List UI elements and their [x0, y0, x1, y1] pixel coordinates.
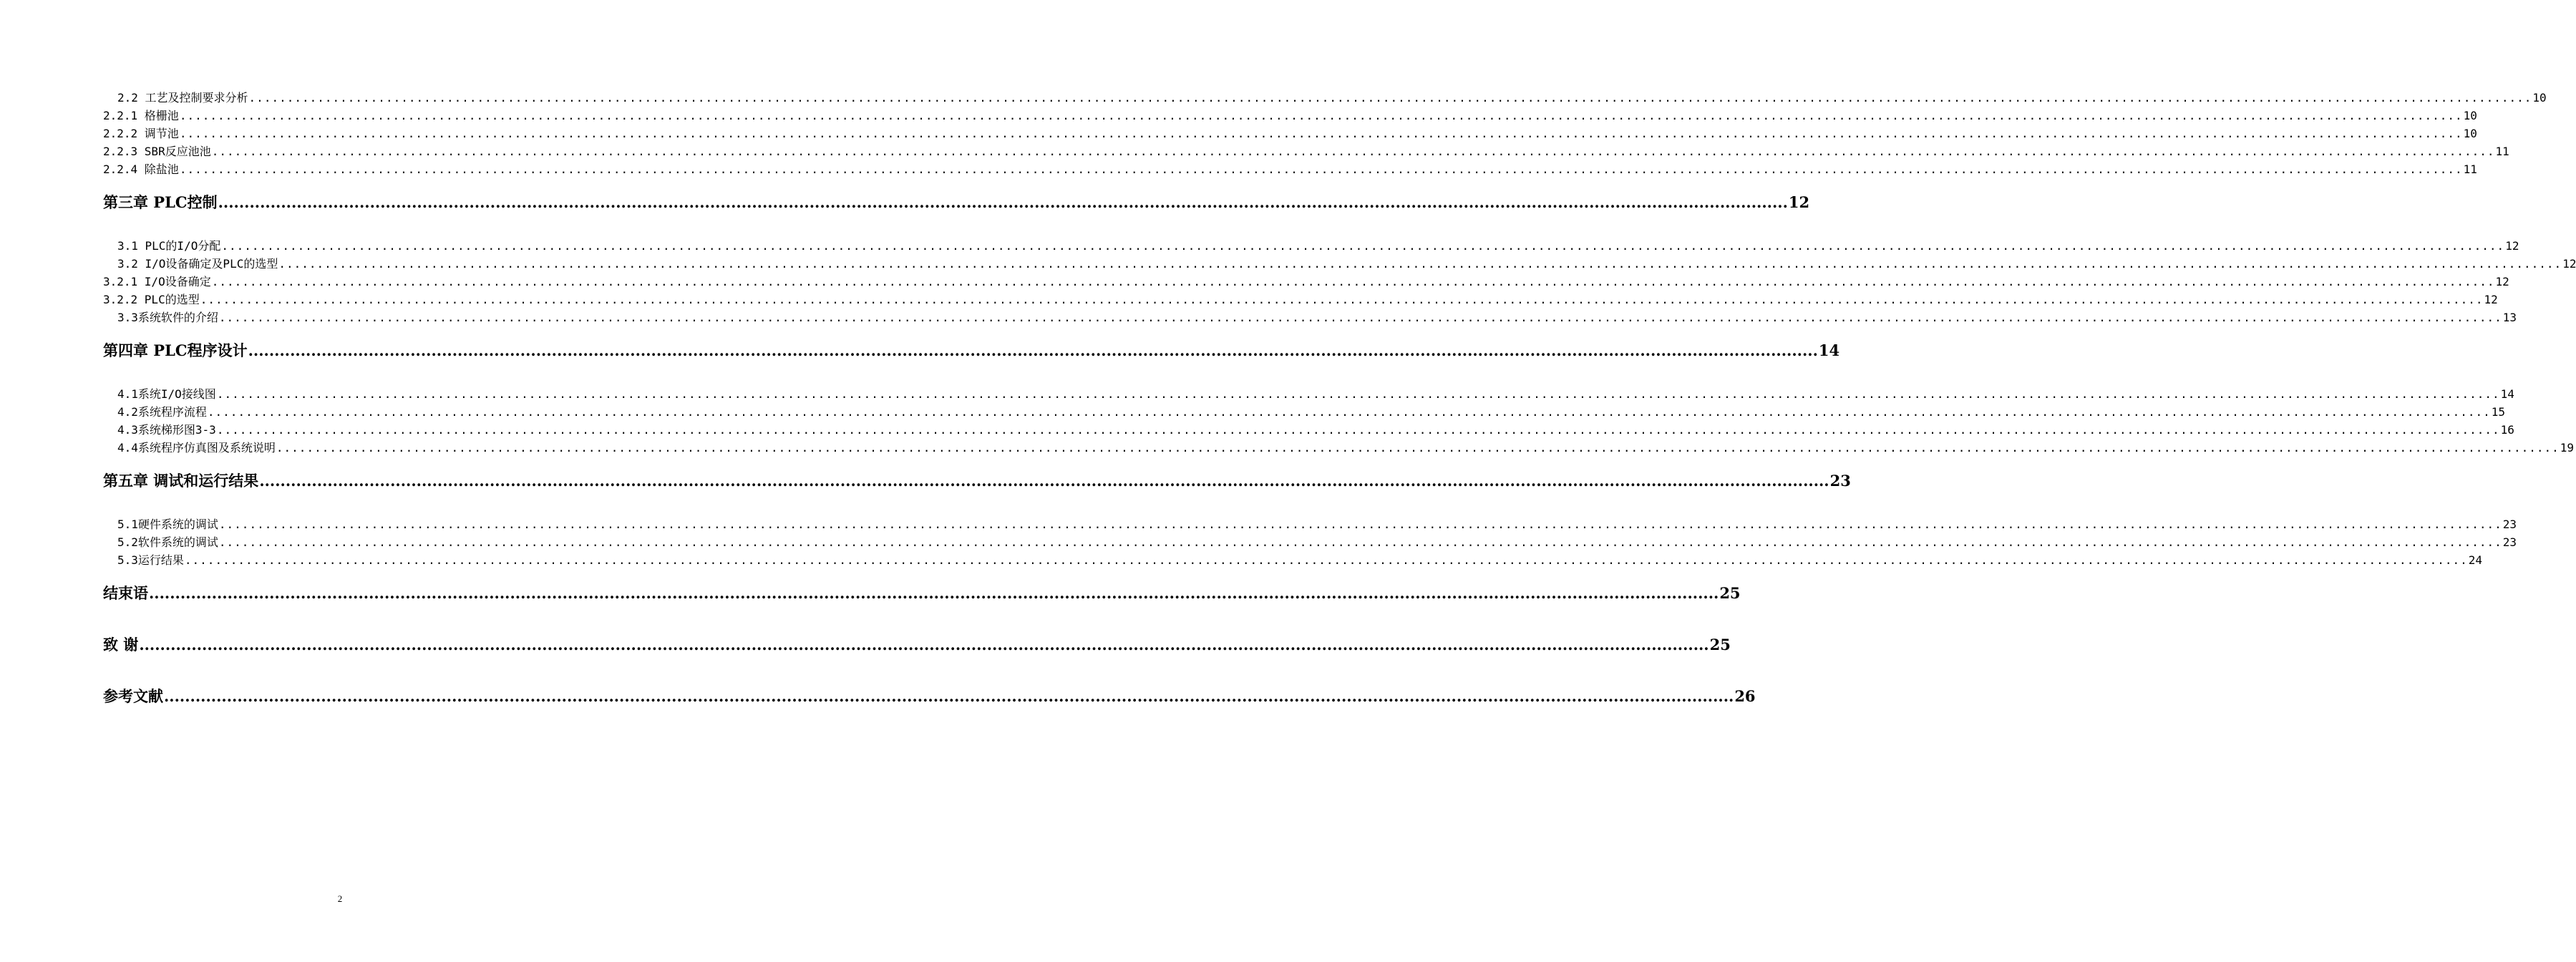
toc-page-number: 14	[2500, 387, 2514, 401]
toc-entry[interactable]	[0, 162, 2477, 178]
toc-leader-dots: ............................................................................................................................................................................................................................................................................................................	[211, 275, 2495, 288]
toc-leader-dots: ............................................................................................................................................................................................................................................................................................................	[207, 405, 2491, 419]
toc-entry[interactable]	[0, 440, 2575, 456]
toc-leader-dots: ............................................................................................................................................................................................................................................................................................................	[218, 535, 2502, 549]
toc-page-number: 26	[1734, 687, 1756, 705]
toc-chapter-entry[interactable]	[0, 470, 1851, 492]
toc-chapter-entry[interactable]	[0, 340, 1840, 361]
toc-page-number: 13	[2502, 311, 2517, 324]
toc-chapter-entry[interactable]	[0, 634, 1731, 656]
toc-entry[interactable]	[0, 274, 2509, 290]
toc-title: 2.2.4 除盐池	[103, 162, 179, 176]
toc-entry[interactable]	[0, 387, 2514, 402]
toc-leader-dots: ............................................................................................................................................................................................................................................................................................................	[211, 145, 2495, 158]
toc-title: 5.2软件系统的调试	[117, 535, 218, 549]
toc-entry[interactable]	[0, 292, 2498, 308]
toc-leader-dots: ............................................................................................................................................................................................................................................................................................................	[179, 127, 2463, 140]
toc-page-number: 10	[2463, 109, 2477, 122]
toc-title: 2.2.2 调节池	[103, 127, 179, 140]
toc-title: 4.2系统程序流程	[117, 405, 207, 419]
page-number-footer: 2	[337, 893, 343, 904]
toc-title: 2.2.1 格栅池	[103, 109, 179, 122]
toc-page-number: 12	[1788, 193, 1810, 211]
toc-title: 3.3系统软件的介绍	[117, 311, 218, 324]
toc-title: 3.1 PLC的I/O分配	[117, 239, 221, 253]
toc-title: 3.2.1 I/O设备确定	[103, 275, 211, 288]
toc-leader-dots: ............................................................................................................................................................................................................................................................................................................	[179, 109, 2463, 122]
toc-chapter-entry[interactable]	[0, 192, 1810, 213]
toc-leader-dots: ............................................................................................................................................................................................................................................................................................................	[216, 423, 2500, 437]
toc-entry[interactable]	[0, 310, 2517, 326]
toc-leader-dots: ............................................................................................................................................................................................................................................................................................................	[216, 387, 2500, 401]
toc-page-number: 11	[2495, 145, 2509, 158]
toc-title: 5.3运行结果	[117, 553, 184, 567]
toc-page-number: 23	[2502, 518, 2517, 531]
toc-page-number: 15	[2491, 405, 2506, 419]
toc-leader-dots: ............................................................................................................................................................................................................................................................................................................	[179, 162, 2463, 176]
toc-title: 5.1硬件系统的调试	[117, 518, 218, 531]
toc-entry[interactable]	[0, 90, 2547, 106]
toc-entry[interactable]	[0, 517, 2517, 533]
toc-page-number: 24	[2468, 553, 2483, 567]
toc-entry[interactable]	[0, 256, 2576, 272]
toc-entry[interactable]	[0, 108, 2477, 124]
toc-page-number: 23	[2502, 535, 2517, 549]
toc-page-number: 10	[2532, 91, 2547, 105]
toc-leader-dots: ............................................................................................................................................................................................................................................................................................................	[218, 193, 1788, 211]
toc-entry[interactable]	[0, 126, 2477, 142]
toc-chapter-entry[interactable]	[0, 583, 1741, 604]
toc-title: 3.2.2 PLC的选型	[103, 293, 200, 306]
toc-chapter-title: 第五章 调试和运行结果	[103, 472, 259, 490]
toc-entry[interactable]	[0, 144, 2509, 160]
toc-chapter-entry[interactable]	[0, 686, 1756, 707]
toc-leader-dots: ............................................................................................................................................................................................................................................................................................................	[276, 441, 2560, 455]
toc-page-number: 12	[2484, 293, 2498, 306]
toc-page-number: 12	[2495, 275, 2509, 288]
toc-leader-dots: ............................................................................................................................................................................................................................................................................................................	[164, 687, 1734, 705]
toc-leader-dots: ............................................................................................................................................................................................................................................................................................................	[200, 293, 2484, 306]
toc-entry[interactable]	[0, 535, 2517, 550]
toc-chapter-title: 结束语	[103, 584, 148, 602]
toc-chapter-title: 致 谢	[103, 636, 139, 654]
toc-leader-dots: ............................................................................................................................................................................................................................................................................................................	[259, 472, 1829, 490]
toc-title: 4.3系统梯形图3-3	[117, 423, 216, 437]
toc-title: 4.4系统程序仿真图及系统说明	[117, 441, 276, 455]
toc-title: 3.2 I/O设备确定及PLC的选型	[117, 257, 278, 271]
toc-leader-dots: ............................................................................................................................................................................................................................................................................................................	[278, 257, 2562, 271]
toc-chapter-title: 参考文献	[103, 687, 163, 705]
toc-entry[interactable]	[0, 404, 2506, 420]
toc-entry[interactable]	[0, 553, 2483, 568]
toc-leader-dots: ............................................................................................................................................................................................................................................................................................................	[248, 91, 2532, 105]
toc-entry[interactable]	[0, 238, 2519, 254]
toc-page-number: 23	[1829, 472, 1851, 490]
toc-page-number: 16	[2500, 423, 2514, 437]
toc-leader-dots: ............................................................................................................................................................................................................................................................................................................	[218, 518, 2502, 531]
toc-title: 2.2.3 SBR反应池池	[103, 145, 211, 158]
toc-chapter-title: 第三章 PLC控制	[103, 193, 218, 211]
toc-chapter-title: 第四章 PLC程序设计	[103, 341, 248, 359]
toc-leader-dots: ............................................................................................................................................................................................................................................................................................................	[184, 553, 2468, 567]
toc-title: 4.1系统I/O接线图	[117, 387, 216, 401]
toc-page-number: 19	[2560, 441, 2575, 455]
toc-page-number: 14	[1818, 341, 1840, 359]
toc-page-number: 11	[2463, 162, 2477, 176]
toc-page-number: 25	[1709, 636, 1731, 654]
toc-leader-dots: ............................................................................................................................................................................................................................................................................................................	[149, 584, 1719, 602]
toc-leader-dots: ............................................................................................................................................................................................................................................................................................................	[218, 311, 2502, 324]
toc-leader-dots: ............................................................................................................................................................................................................................................................................................................	[248, 341, 1818, 359]
toc-entry[interactable]	[0, 422, 2514, 438]
toc-page-number: 25	[1719, 584, 1741, 602]
toc-page-number: 12	[2562, 257, 2576, 271]
toc-title: 2.2 工艺及控制要求分析	[117, 91, 248, 105]
toc-page-number: 10	[2463, 127, 2477, 140]
toc-leader-dots: ............................................................................................................................................................................................................................................................................................................	[139, 636, 1709, 654]
toc-page-number: 12	[2505, 239, 2519, 253]
toc-leader-dots: ............................................................................................................................................................................................................................................................................................................	[221, 239, 2505, 253]
